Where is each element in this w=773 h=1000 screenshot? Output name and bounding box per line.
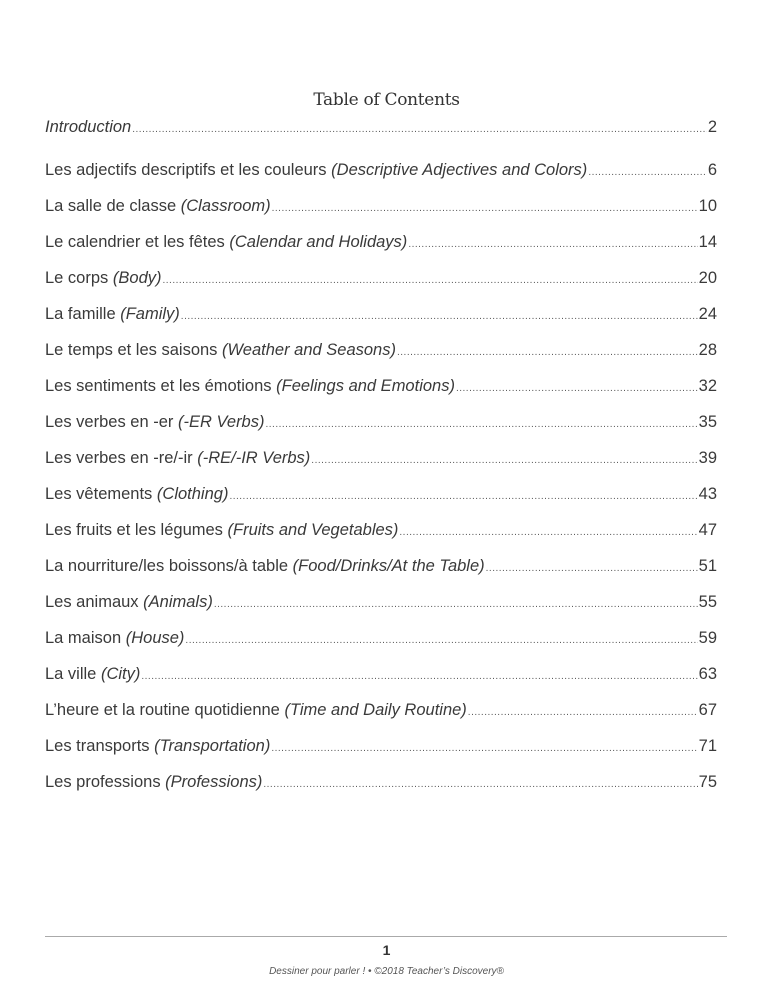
- entry-english-title: (Time and Daily Routine): [284, 701, 467, 719]
- entry-english-title: (Weather and Seasons): [222, 341, 396, 359]
- entry-french-title: Les professions: [45, 773, 161, 791]
- entry-french-title: Le temps et les saisons: [45, 341, 218, 359]
- entry-french-title: La ville: [45, 665, 97, 683]
- entry-page: 28: [698, 341, 717, 359]
- entry-page: 75: [698, 773, 717, 791]
- toc-entry[interactable]: [45, 521, 717, 543]
- toc-entry-introduction[interactable]: [45, 118, 717, 140]
- entry-french-title: Les fruits et les légumes: [45, 521, 223, 539]
- footer-divider: [45, 936, 727, 937]
- dot-leader: [486, 563, 698, 574]
- entry-english-title: (-ER Verbs): [178, 413, 265, 431]
- entry-french-title: Les verbes en -er: [45, 413, 174, 431]
- entry-french-title: Les adjectifs descriptifs et les couleurs: [45, 161, 327, 179]
- page-number: 1: [382, 942, 391, 958]
- entry-french-title: La famille: [45, 305, 116, 323]
- toc-entry[interactable]: [45, 161, 717, 183]
- toc-entry[interactable]: [45, 629, 717, 651]
- entry-page: 63: [698, 665, 717, 683]
- toc-entry[interactable]: [45, 233, 717, 255]
- entry-english-title: (Feelings and Emotions): [276, 377, 455, 395]
- entry-english-title: (Classroom): [180, 197, 271, 215]
- entry-english-title: (City): [100, 665, 141, 683]
- entry-french-title: Les animaux: [45, 593, 139, 611]
- toc-entry[interactable]: [45, 377, 717, 399]
- entry-french-title: Les transports: [45, 737, 150, 755]
- entry-page: 59: [698, 629, 717, 647]
- entry-english-title: (Body): [112, 269, 162, 287]
- entry-french-title: La salle de classe: [45, 197, 177, 215]
- entry-english-title: (Transportation): [154, 737, 271, 755]
- entry-page: 24: [698, 305, 717, 323]
- entry-english-title: (Family): [120, 305, 180, 323]
- dot-leader: [271, 743, 697, 754]
- dot-leader: [229, 491, 697, 502]
- toc-entry[interactable]: [45, 737, 717, 759]
- entry-french-title: La nourriture/les boissons/à table: [45, 557, 289, 575]
- dot-leader: [141, 671, 697, 682]
- entry-label: Introduction: [45, 118, 132, 136]
- entry-french-title: Les sentiments et les émotions: [45, 377, 272, 395]
- entry-page: 39: [698, 449, 717, 467]
- toc-entry[interactable]: [45, 557, 717, 579]
- dot-leader: [263, 779, 697, 790]
- entry-page: 10: [698, 197, 717, 215]
- entry-french-title: L’heure et la routine quotidienne: [45, 701, 280, 719]
- toc-entry[interactable]: [45, 413, 717, 435]
- dot-leader: [214, 599, 698, 610]
- dot-leader: [265, 419, 697, 430]
- entry-english-title: (Food/Drinks/At the Table): [292, 557, 485, 575]
- page-title: Table of Contents: [313, 90, 460, 110]
- entry-page: 14: [698, 233, 717, 251]
- dot-leader: [272, 203, 698, 214]
- entry-page: 2: [707, 118, 717, 136]
- entry-english-title: (Descriptive Adjectives and Colors): [331, 161, 588, 179]
- toc-entry[interactable]: [45, 341, 717, 363]
- toc-entry[interactable]: [45, 701, 717, 723]
- dot-leader: [468, 707, 698, 718]
- entry-page: 6: [707, 161, 717, 179]
- entry-english-title: (House): [125, 629, 185, 647]
- dot-leader: [588, 167, 707, 178]
- entry-page: 43: [698, 485, 717, 503]
- entry-french-title: Les vêtements: [45, 485, 153, 503]
- footer-credit: Dessiner pour parler ! • ©2018 Teacher’s Discovery®: [269, 966, 504, 977]
- dot-leader: [397, 347, 698, 358]
- entry-page: 55: [698, 593, 717, 611]
- toc-entry[interactable]: [45, 197, 717, 219]
- entry-page: 71: [698, 737, 717, 755]
- entry-english-title: (Animals): [143, 593, 213, 611]
- dot-leader: [163, 275, 698, 286]
- entry-french-title: Le corps: [45, 269, 109, 287]
- toc-entry[interactable]: [45, 485, 717, 507]
- toc-entry[interactable]: [45, 305, 717, 327]
- entry-french-title: La maison: [45, 629, 122, 647]
- dot-leader: [132, 124, 707, 135]
- entry-page: 51: [698, 557, 717, 575]
- dot-leader: [399, 527, 697, 538]
- entry-english-title: (Clothing): [156, 485, 229, 503]
- dot-leader: [185, 635, 697, 646]
- toc-entry[interactable]: [45, 593, 717, 615]
- entry-english-title: (Fruits and Vegetables): [227, 521, 399, 539]
- entry-english-title: (Calendar and Holidays): [229, 233, 408, 251]
- entry-page: 67: [698, 701, 717, 719]
- entry-page: 32: [698, 377, 717, 395]
- entry-english-title: (Professions): [165, 773, 263, 791]
- entry-page: 20: [698, 269, 717, 287]
- dot-leader: [181, 311, 698, 322]
- dot-leader: [408, 239, 697, 250]
- toc-entry[interactable]: [45, 269, 717, 291]
- entry-page: 35: [698, 413, 717, 431]
- entry-french-title: Les verbes en -re/-ir: [45, 449, 193, 467]
- entry-page: 47: [698, 521, 717, 539]
- dot-leader: [311, 455, 697, 466]
- entry-english-title: (-RE/-IR Verbs): [197, 449, 311, 467]
- entry-french-title: Le calendrier et les fêtes: [45, 233, 225, 251]
- toc-entry[interactable]: [45, 665, 717, 687]
- dot-leader: [456, 383, 698, 394]
- toc-entry[interactable]: [45, 773, 717, 795]
- toc-entry[interactable]: [45, 449, 717, 471]
